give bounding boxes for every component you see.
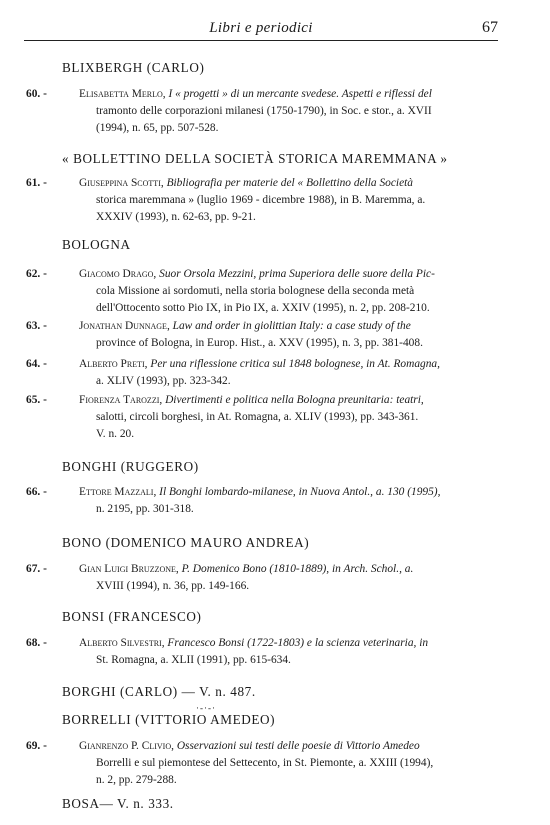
entry-number: 64. - — [26, 358, 47, 370]
entry-number: 62. - — [26, 268, 47, 280]
entry-number: 69. - — [26, 740, 47, 752]
entry-text: XXXIV (1993), n. 62-63, pp. 9-21. — [96, 211, 256, 224]
entry-text: XVIII (1994), n. 36, pp. 149-166. — [96, 580, 250, 593]
entry-text: Suor Orsola Mezzini, prima Superiora delle suore della Pic- — [159, 268, 435, 280]
running-title: Libri e periodici — [209, 20, 313, 36]
entry-text: n. 2, pp. 279-288. — [96, 774, 177, 787]
entry-author: Jonathan Dunnage, — [79, 320, 170, 332]
section-heading-bosa: BOSA— V. n. 333. — [62, 796, 174, 811]
section-heading-bono: BONO (DOMENICO MAURO ANDREA) — [62, 535, 310, 550]
section-heading-bologna: BOLOGNA — [62, 237, 131, 252]
entry-text: salotti, circoli borghesi, in At. Romagna, a. XLIV (1993), pp. 343-361. — [96, 411, 419, 424]
entry-author: Gian Luigi Bruzzone, — [79, 563, 179, 575]
entry-text: St. Romagna, a. XLII (1991), pp. 615-634. — [96, 654, 291, 667]
section-heading-bonghi: BONGHI (RUGGERO) — [62, 459, 199, 474]
entry-author: Ettore Mazzali, — [79, 486, 157, 498]
entry-text: Il Bonghi lombardo-milanese, in Nuova Antol., a. 130 (1995), — [159, 486, 441, 498]
entry-number: 60. - — [26, 88, 47, 100]
entry-number: 65. - — [26, 394, 47, 406]
entry-text: Divertimenti e politica nella Bologna preunitaria: teatri, — [165, 394, 424, 406]
entry-text: Law and order in giolittian Italy: a case study of the — [172, 320, 411, 332]
section-heading-borghi: BORGHI (CARLO) — V. n. 487. — [62, 684, 256, 699]
entry-text: Francesco Bonsi (1722-1803) e la scienza veterinaria, in — [167, 637, 429, 649]
entry-text: Bibliografia per materie del « Bollettino della Società — [166, 177, 414, 189]
cross-reference: V. n. 20. — [96, 428, 135, 441]
page-number: 67 — [482, 19, 498, 36]
section-heading-bonsi: BONSI (FRANCESCO) — [62, 609, 202, 624]
section-heading-borrelli: BORRELLI (VITTORIO AMEDEO) — [62, 712, 276, 727]
entry-author: Alberto Silvestri, — [79, 637, 165, 649]
entry-number: 67. - — [26, 563, 47, 575]
entry-text: tramonto delle corporazioni milanesi (1750-1790), in Soc. e stor., a. XVII — [96, 105, 432, 118]
entry-number: 66. - — [26, 486, 47, 498]
entry-text: Borrelli e sul piemontese del Settecento, in St. Piemonte, a. XXIII (1994), — [96, 757, 434, 770]
section-heading-bollettino: « BOLLETTINO DELLA SOCIETÀ STORICA MAREMMANA » — [62, 151, 448, 166]
entry-text: Osservazioni sui testi delle poesie di Vittorio Amedeo — [176, 740, 420, 752]
entry-author: Giacomo Drago, — [79, 268, 157, 280]
entry-text: I « progetti » di un mercante svedese. Aspetti e riflessi del — [168, 88, 432, 100]
page-header — [24, 18, 498, 41]
entry-text: dell'Ottocento sotto Pio IX, in Pio IX, a. XXIV (1995), n. 2, pp. 208-210. — [96, 302, 430, 315]
entry-number: 68. - — [26, 637, 47, 649]
entry-text: n. 2195, pp. 301-318. — [96, 503, 194, 516]
ornament-mark: ·-·-· — [196, 703, 216, 713]
entry-author: Giuseppina Scotti, — [79, 177, 164, 189]
entry-text: cola Missione ai sordomuti, nella storia bolognese della seconda metà — [96, 285, 415, 298]
entry-text: Per una riflessione critica sul 1848 bolognese, in At. Romagna, — [150, 358, 440, 370]
entry-author: Gianrenzo P. Clivio, — [79, 740, 174, 752]
entry-text: P. Domenico Bono (1810-1889), in Arch. Schol., a. — [181, 563, 414, 575]
entry-text: province of Bologna, in Europ. Hist., a. XXV (1995), n. 3, pp. 381-408. — [96, 337, 423, 350]
entry-author: Alberto Preti, — [79, 358, 148, 370]
section-heading-blixbergh: BLIXBERGH (CARLO) — [62, 60, 205, 75]
entry-text: storica maremmana » (luglio 1969 - dicembre 1988), in B. Maremma, a. — [96, 194, 426, 207]
entry-author: Fiorenza Tarozzi, — [79, 394, 163, 406]
entry-number: 63. - — [26, 320, 47, 332]
entry-text: a. XLIV (1993), pp. 323-342. — [96, 375, 231, 388]
entry-text: (1994), n. 65, pp. 507-528. — [96, 122, 219, 135]
entry-number: 61. - — [26, 177, 47, 189]
entry-author: Elisabetta Merlo, — [79, 88, 166, 100]
